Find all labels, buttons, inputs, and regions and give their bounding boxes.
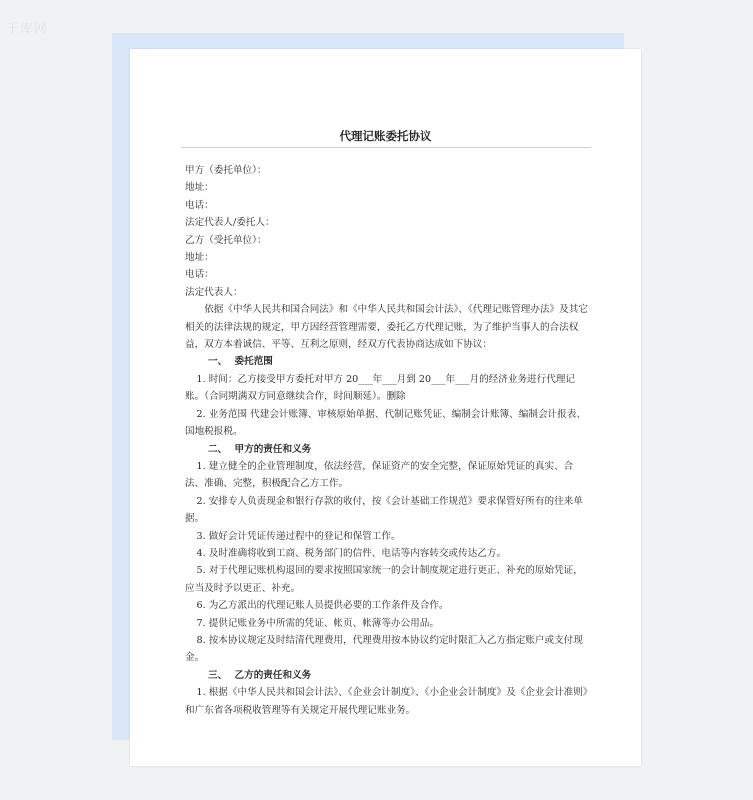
section-number: 二、 <box>208 443 228 455</box>
clause: 1. 建立健全的企业管理制度，依法经营，保证资产的安全完整，保证原始凭证的真实、合法、准确、完整，积极配合乙方工作。 <box>185 460 574 490</box>
clause: 1. 时间：乙方接受甲方委托对甲方 20___年___月到 20___年___月的经济业务进行代理记账。（合同期满双方同意继续合作，时间顺延）。删除 <box>185 373 576 403</box>
document-page <box>130 49 641 766</box>
section-title: 委托范围 <box>234 356 273 368</box>
party-a-phone: 电话： <box>185 199 214 211</box>
clause: 7. 提供记账业务中所需的凭证、帐页、帐薄等办公用品。 <box>196 617 439 629</box>
preamble-paragraph: 依据《中华人民共和国合同法》和《中华人民共和国会计法》、《代理记账管理办法》及其它相关的法律法规的规定，甲方因经营管理需要，委托乙方代理记账，为了维护当事人的合法权益，双方本着诚信、平等、互利之原则，经双方代表协商达成如下协议： <box>185 304 588 351</box>
document-title: 代理记账委托协议 <box>339 129 432 143</box>
section-title: 甲方的责任和义务 <box>234 443 312 455</box>
section-number: 一、 <box>208 356 228 368</box>
clause: 2. 业务范围 代建会计账簿、审核原始单据、代制记账凭证、编制会计账簿、编制会计报表、国地税报税。 <box>185 408 586 438</box>
clause: 1. 根据《中华人民共和国会计法》、《企业会计制度》、《小企业会计制度》及《企业会计准则》和广东省各项税收管理等有关规定开展代理记账业务。 <box>185 687 588 716</box>
party-b-address: 地址： <box>185 252 214 264</box>
watermark-logo: 千库网 <box>6 22 49 37</box>
document-body <box>185 162 590 719</box>
clause: 3. 做好会计凭证传递过程中的登记和保管工作。 <box>196 530 401 542</box>
clause: 8. 按本协议规定及时结清代理费用，代理费用按本协议约定时限汇入乙方指定账户或支付现金。 <box>185 634 583 664</box>
clause: 2. 安排专人负责现金和银行存款的收付，按《会计基础工作规范》要求保管好所有的往来单据。 <box>185 495 583 525</box>
section-heading <box>185 441 590 458</box>
clause: 6. 为乙方派出的代理记账人员提供必要的工作条件及合作。 <box>196 600 449 612</box>
section-title: 乙方的责任和义务 <box>234 669 312 681</box>
party-a-representative: 法定代表人/委托人： <box>185 217 275 229</box>
party-b-label: 乙方（受托单位）： <box>185 234 267 246</box>
title-divider <box>181 147 591 148</box>
party-a-address: 地址： <box>185 182 214 194</box>
clause: 4. 及时准确将收到工商、税务部门的信件、电话等内容转交或传达乙方。 <box>196 547 507 559</box>
party-b-phone: 电话： <box>185 269 214 281</box>
party-a-label: 甲方（委托单位）： <box>185 165 267 176</box>
section-heading <box>185 667 590 684</box>
clause: 5. 对于代理记账机构退回的要求按照国家统一的会计制度规定进行更正、补充的原始凭证，应当及时予以更正、补充。 <box>185 565 583 594</box>
party-b-representative: 法定代表人： <box>185 286 243 298</box>
section-heading <box>185 353 590 370</box>
section-number: 三、 <box>208 669 228 681</box>
